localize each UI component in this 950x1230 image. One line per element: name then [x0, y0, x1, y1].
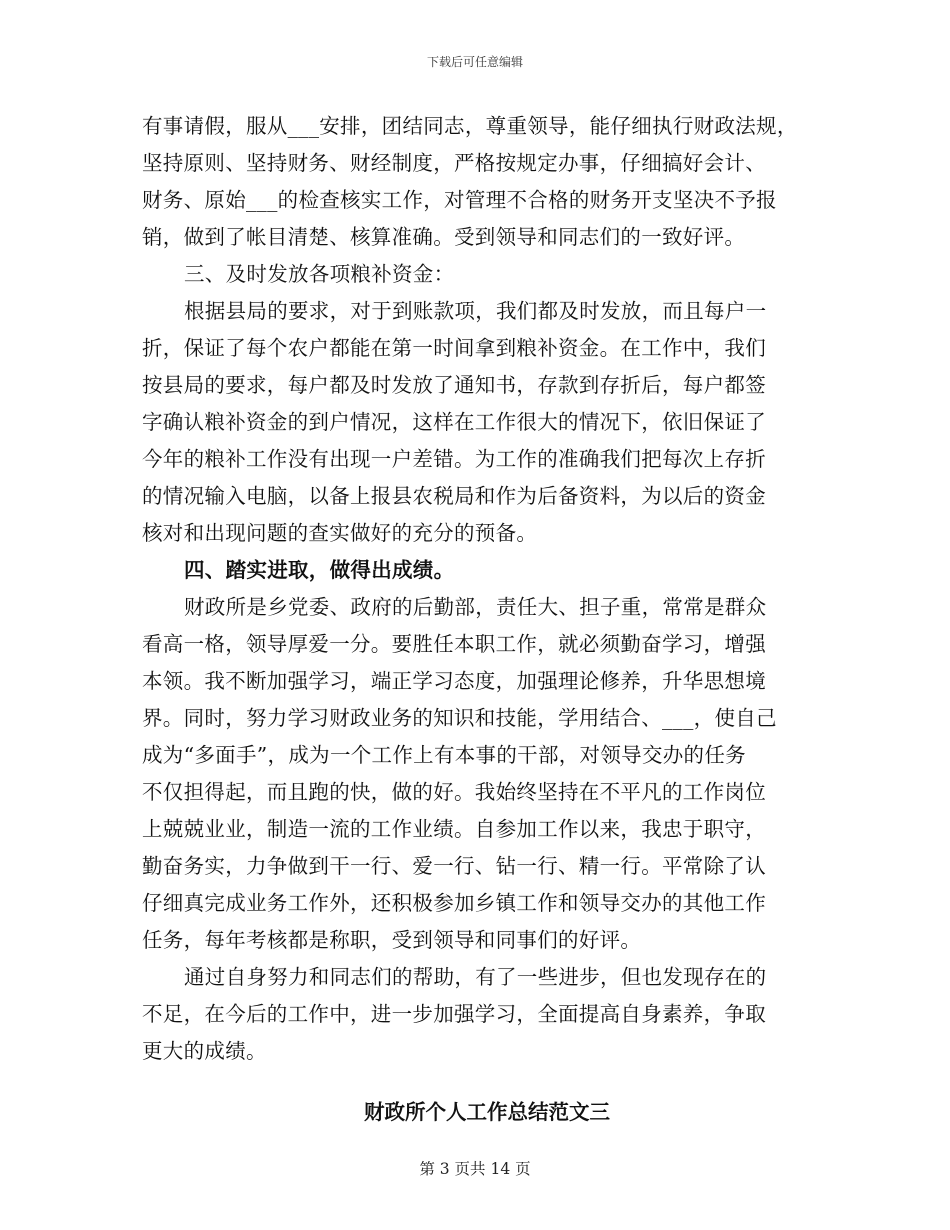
text-line: 财政所是乡党委、政府的后勤部，责任大、担子重，常常是群众 — [184, 595, 767, 619]
section-title: 财政所个人工作总结范文三 — [364, 1100, 610, 1124]
text-line: 坚持原则、坚持财务、财经制度，严格按规定办事，仔细搞好会计、 — [142, 151, 766, 175]
text-line: 本领。我不断加强学习，端正学习态度，加强理论修养，升华思想境 — [142, 669, 766, 693]
text-line: 勤奋务实，力争做到干一行、爱一行、钻一行、精一行。平常除了认 — [142, 854, 766, 878]
text-line: 销，做到了帐目清楚、核算准确。受到领导和同志们的一致好评。 — [142, 225, 746, 249]
paragraph-lines — [142, 108, 814, 1070]
text-line: 按县局的要求，每户都及时发放了通知书，存款到存折后，每户都签 — [142, 373, 766, 397]
text-line: 财务、原始___的检查核实工作，对管理不合格的财务开支坚决不予报 — [142, 188, 777, 212]
text-line: 仔细真完成业务工作外，还积极参加乡镇工作和领导交办的其他工作 — [142, 891, 766, 915]
document-body — [142, 108, 814, 1132]
page-header: 下载后可任意编辑 — [426, 55, 523, 69]
text-line: 今年的粮补工作没有出现一户差错。为工作的准确我们把每次上存折 — [142, 447, 766, 471]
text-line: 字确认粮补资金的到户情况，这样在工作很大的情况下，依旧保证了 — [142, 410, 766, 434]
text-line: 三、及时发放各项粮补资金： — [184, 262, 455, 286]
text-line: 根据县局的要求，对于到账款项，我们都及时发放，而且每户一 — [184, 299, 767, 323]
section-heading-line: 四、踏实进取，做得出成绩。 — [184, 558, 455, 582]
text-line: 成为“多面手”，成为一个工作上有本事的干部，对领导交办的任务 — [142, 743, 746, 767]
text-line: 折，保证了每个农户都能在第一时间拿到粮补资金。在工作中，我们 — [142, 336, 766, 360]
title-spacer — [142, 1070, 814, 1092]
text-line: 任务，每年考核都是称职，受到领导和同事们的好评。 — [142, 928, 642, 952]
text-line: 不足，在今后的工作中，进一步加强学习，全面提高自身素养，争取 — [142, 1002, 766, 1026]
page-footer: 第 3 页共 14 页 — [419, 1160, 531, 1178]
text-line: 的情况输入电脑，以备上报县农税局和作为后备资料，为以后的资金 — [142, 484, 766, 508]
text-line: 通过自身努力和同志们的帮助，有了一些进步，但也发现存在的 — [184, 965, 767, 989]
text-line: 上兢兢业业，制造一流的工作业绩。自参加工作以来，我忠于职守， — [142, 817, 766, 841]
text-line: 不仅担得起，而且跑的快，做的好。我始终坚持在不平凡的工作岗位 — [142, 780, 766, 804]
text-line: 核对和出现问题的查实做好的充分的预备。 — [142, 521, 538, 545]
text-line: 更大的成绩。 — [142, 1039, 267, 1063]
text-line: 界。同时，努力学习财政业务的知识和技能，学用结合、___，使自己 — [142, 706, 777, 730]
text-line: 看高一格，领导厚爱一分。要胜任本职工作，就必须勤奋学习，增强 — [142, 632, 766, 656]
text-line: 有事请假，服从___安排，团结同志，尊重领导，能仔细执行财政法规， — [142, 114, 798, 138]
